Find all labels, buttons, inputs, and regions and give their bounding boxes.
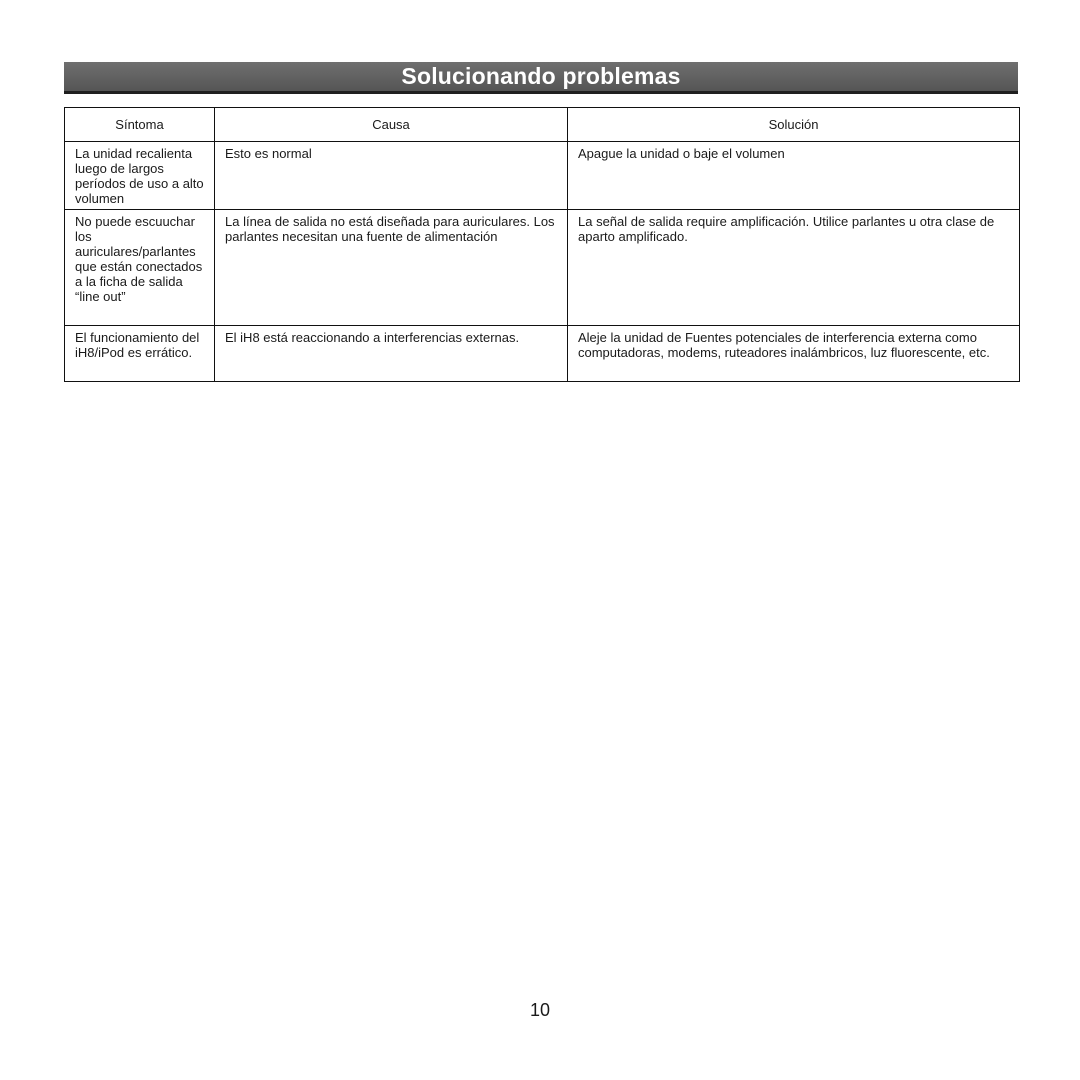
cause-cell: El iH8 está reaccionando a interferencias externas. xyxy=(215,326,568,382)
section-title-bar xyxy=(64,62,1018,94)
table-row xyxy=(65,210,1020,326)
solution-cell: La señal de salida require amplificación. Utilice parlantes u otra clase de aparto amplificado. xyxy=(568,210,1020,326)
header-solution: Solución xyxy=(568,108,1020,142)
table-row xyxy=(65,326,1020,382)
symptom-cell: La unidad recalienta luego de largos períodos de uso a alto volumen xyxy=(65,142,215,210)
page-number: 10 xyxy=(529,1000,551,1020)
page-title: Solucionando problemas xyxy=(401,63,681,89)
header-symptom: Síntoma xyxy=(65,108,215,142)
table-row xyxy=(65,142,1020,210)
troubleshooting-table xyxy=(64,107,1020,382)
header-cause: Causa xyxy=(215,108,568,142)
symptom-cell: El funcionamiento del iH8/iPod es errático. xyxy=(65,326,215,382)
solution-cell: Apague la unidad o baje el volumen xyxy=(568,142,1020,210)
solution-cell: Aleje la unidad de Fuentes potenciales de interferencia externa como computadoras, modems, ruteadores inalámbricos, luz fluorescente, etc. xyxy=(568,326,1020,382)
table-header-row xyxy=(65,108,1020,142)
cause-cell: Esto es normal xyxy=(215,142,568,210)
cause-cell: La línea de salida no está diseñada para auriculares. Los parlantes necesitan una fuente de alimentación xyxy=(215,210,568,326)
symptom-cell: No puede escuuchar los auriculares/parlantes que están conectados a la ficha de salida “line out” xyxy=(65,210,215,326)
